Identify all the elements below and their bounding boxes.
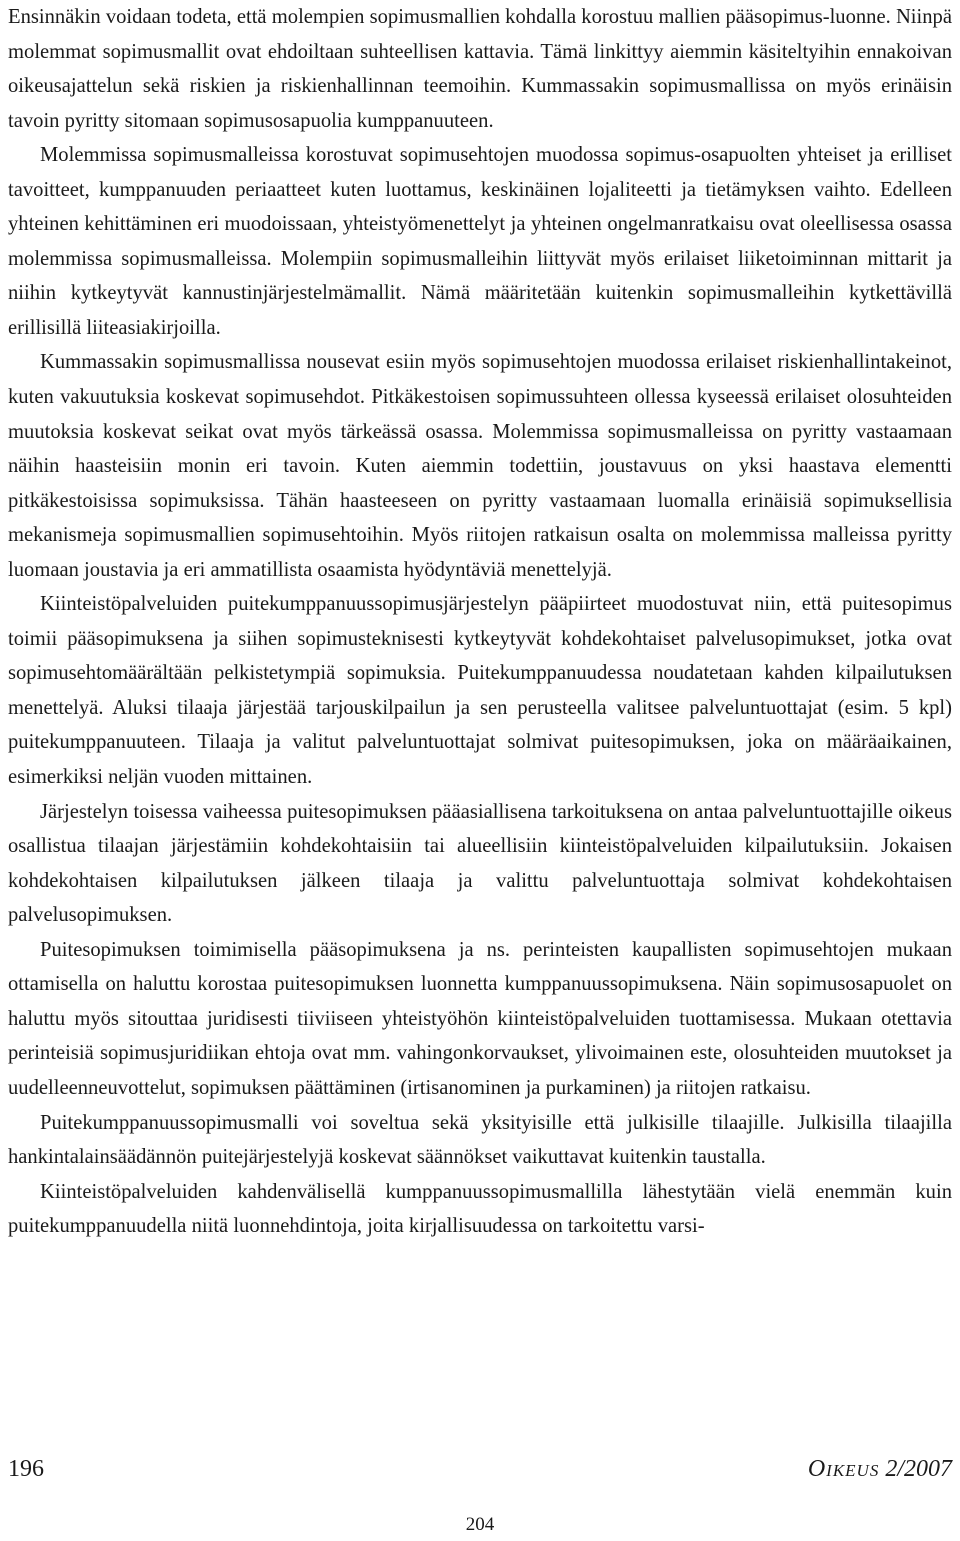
paragraph-1: Ensinnäkin voidaan todeta, että molempien sopimusmallien kohdalla korostuu mallien pääsopimus-luonne. Niinpä molemmat sopimusmallit ovat ehdoiltaan suhteellisen kattavia. Tämä linkittyy aiemmin käsiteltyihin ennakoivan oikeusajattelun sekä riskien ja riskienhallinnan teemoihin. Kummassakin sopimusmallissa on myös erinäisin tavoin pyritty sitomaan sopimusosapuolia kumppanuuteen. — [8, 6, 952, 132]
document-page — [8, 0, 952, 1244]
journal-issue: 2/2007 — [885, 1456, 952, 1482]
journal-title — [808, 1456, 952, 1483]
paragraph-5: Järjestelyn toisessa vaiheessa puitesopimuksen pääasiallisena tarkoituksena on antaa palveluntuottajille oikeus osallistua tilaajan järjestämiin kohdekohtaisiin tai alueellisiin kiinteistöpalveluiden kilpailutuksiin. Jokaisen kohdekohtaisen kilpailutuksen jälkeen tilaaja ja valittu palveluntuottaja solmivat kohdekohtaisen palvelusopimuksen. — [8, 800, 952, 927]
paragraph-7: Puitekumppanuussopimusmalli voi soveltua sekä yksityisille että julkisille tilaajille. Julkisilla tilaajilla hankintalainsäädännön puitejärjestelyjä koskevat säännökset vaikuttavat kuitenkin taustalla. — [8, 1111, 952, 1169]
paragraph-2: Molemmissa sopimusmalleissa korostuvat sopimusehtojen muodossa sopimus-osapuolten yhteiset ja erilliset tavoitteet, kumppanuuden periaatteet kuten luottamus, keskinäinen lojaliteetti ja tietämyksen vaihto. Edelleen yhteinen kehittäminen eri muodoissaan, yhteistyömenettelyt ja yhteinen ongelmanratkaisu ovat oleellisessa osassa molemmissa sopimusmalleissa. Molempiin sopimusmalleihin liittyvät myös erilaiset liiketoiminnan mittarit ja niihin kytkeytyvät kannustinjärjestelmämallit. Nämä määritetään kuitenkin sopimusmalleihin kytkettävillä erillisillä liiteasiakirjoilla. — [8, 144, 952, 339]
paragraph-8: Kiinteistöpalveluiden kahdenvälisellä kumppanuussopimusmallilla lähestytään vielä enemmän kuin puitekumppanuudella niitä luonnehdintoja, joita kirjallisuudessa on tarkoitettu varsi- — [8, 1180, 952, 1238]
journal-name: Oikeus — [807, 1456, 880, 1482]
paragraph-6: Puitesopimuksen toimimisella pääsopimuksena ja ns. perinteisten kaupallisten sopimusehtojen mukaan ottamisella on haluttu korostaa puitesopimuksen luonnetta kumppanuussopimuksena. Näin sopimusosapuolet on haluttu myös sitouttaa juridisesti tiiviiseen yhteistyöhön kiinteistöpalveluiden tuottamisessa. Mukaan otettavia perinteisiä sopimusjuridiikan ehtoja ovat mm. vahingonkorvaukset, ylivoimainen este, olosuhteiden muutokset ja uudelleenneuvottelut, sopimuksen päättäminen (irtisanominen ja purkaminen) ja riitojen ratkaisu. — [8, 938, 952, 1099]
paragraph-4: Kiinteistöpalveluiden puitekumppanuussopimusjärjestelyn pääpiirteet muodostuvat niin, että puitesopimus toimii pääsopimuksena ja siihen sopimusteknisesti kytkeytyvät kohdekohtaiset palvelusopimukset, jotka ovat sopimusehtomäärältään pelkistetympiä sopimuksia. Puitekumppanuudessa noudatetaan kahden kilpailutuksen menettelyä. Aluksi tilaaja järjestää tarjouskilpailun ja sen perusteella valitsee palveluntuottajat (esim. 5 kpl) puitekumppanuuteen. Tilaaja ja valitut palveluntuottajat solmivat puitesopimuksen, joka on määräaikainen, esimerkiksi neljän vuoden mittainen. — [8, 593, 952, 789]
print-page-number: 204 — [465, 1514, 495, 1535]
paragraph-3: Kummassakin sopimusmallissa nousevat esiin myös sopimusehtojen muodossa erilaiset riskienhallintakeinot, kuten vakuutuksia koskevat sopimusehdot. Pitkäkestoisen sopimussuhteen ollessa kyseessä erilaiset olosuhteiden muutoksia koskevat seikat ovat myös tärkeässä osassa. Molemmissa sopimusmalleissa on pyritty vastaamaan näihin haasteisiin monin eri tavoin. Kuten aiemmin todettiin, joustavuus on yksi haastava elementti pitkäkestoisissa sopimuksissa. Tähän haasteeseen on pyritty vastaamaan luomalla erinäisiä sopimuksellisia mekanismeja sopimusmallien sopimusehtoihin. Myös riitojen ratkaisun osalta on molemmissa malleissa pyritty luomaan joustavia ja eri ammatillista osaamista hyödyntäviä menettelyjä. — [8, 351, 952, 581]
page-footer — [8, 1456, 952, 1496]
body-text — [8, 0, 952, 1244]
page-number: 196 — [8, 1456, 44, 1482]
